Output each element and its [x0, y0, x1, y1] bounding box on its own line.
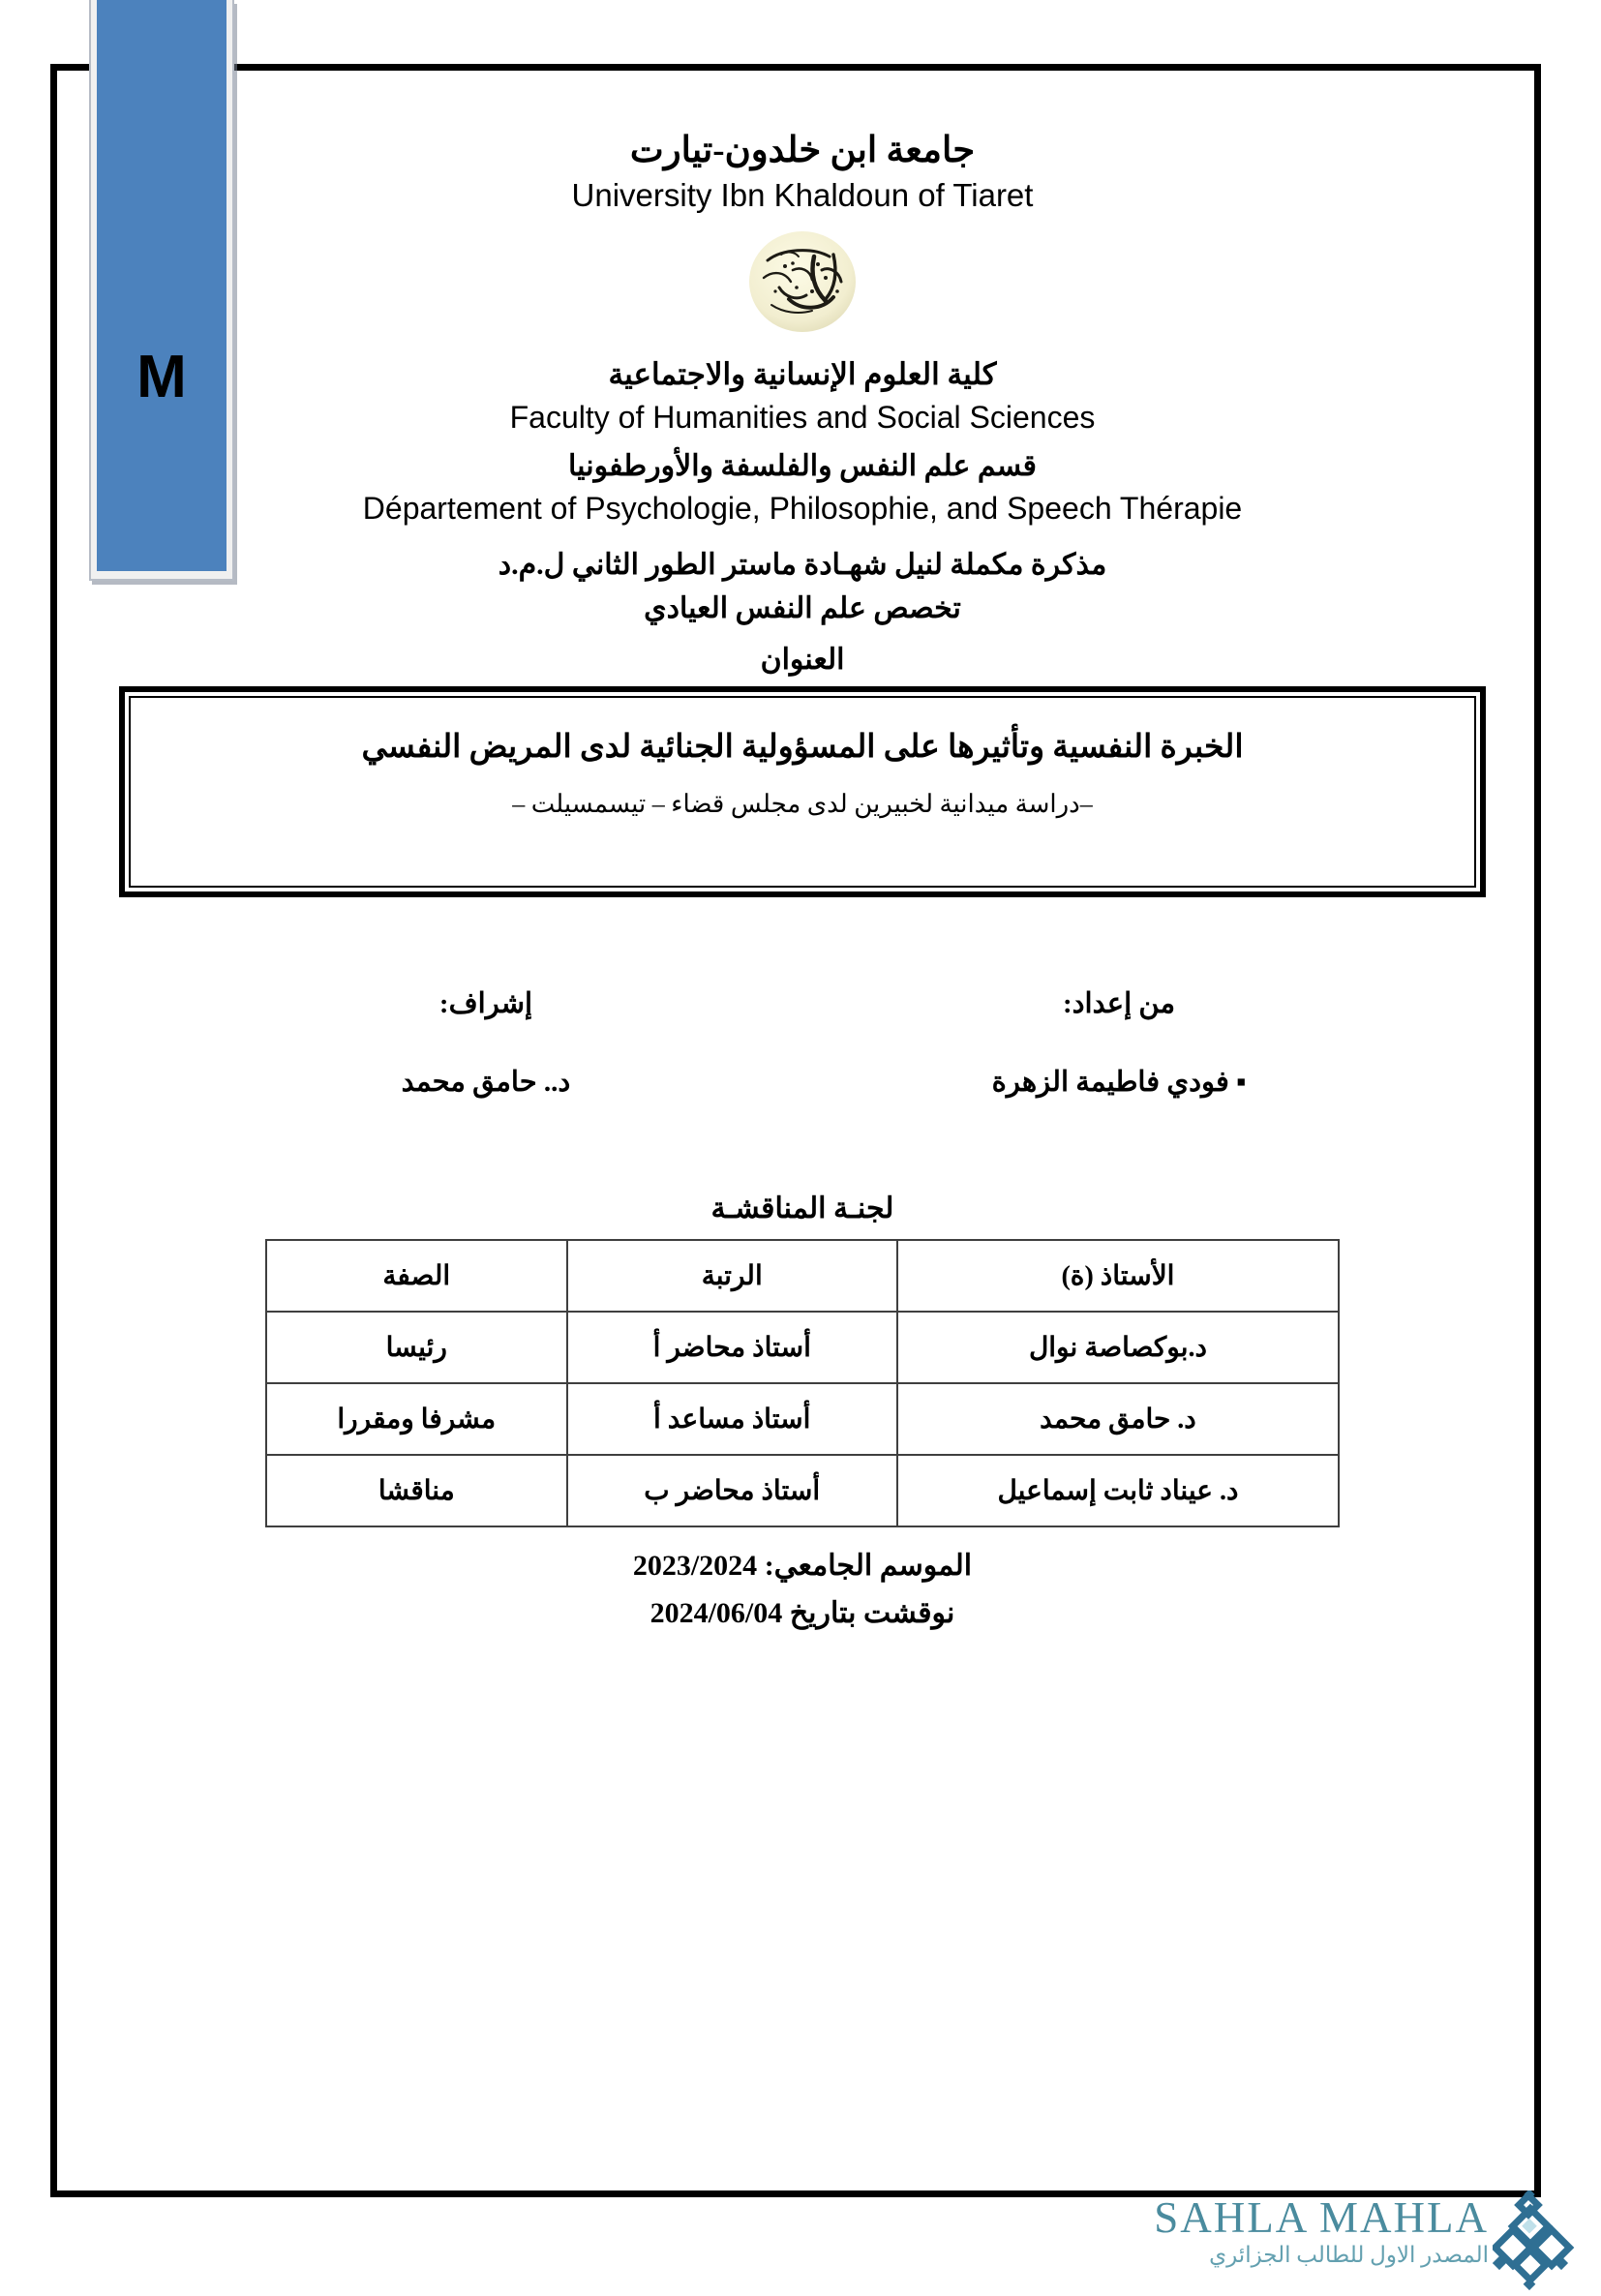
m-badge-letter: M — [136, 344, 187, 410]
university-seal-container — [102, 227, 1503, 336]
jury-cell-professor: د. حامق محمد — [897, 1383, 1339, 1455]
jury-table — [265, 1239, 1340, 1527]
jury-cell-role: مناقشا — [266, 1455, 567, 1526]
jury-column-professor: الأستاذ (ة) — [897, 1240, 1339, 1312]
supervised-by-label: إشراف: — [438, 988, 533, 1019]
sahla-mahla-watermark — [1154, 2190, 1582, 2266]
faculty-name-arabic: كلية العلوم الإنسانية والاجتماعية — [608, 357, 997, 391]
jury-cell-rank: أستاذ مساعد أ — [567, 1383, 897, 1455]
berber-diamond-logo-icon — [1493, 2190, 1582, 2291]
watermark-brand-name: SAHLA MAHLA — [1154, 2193, 1489, 2242]
watermark-tagline: المصدر الاول للطالب الجزائري — [1209, 2243, 1489, 2267]
jury-cell-professor: د. عيناد ثابت إسماعيل — [897, 1455, 1339, 1526]
faculty-name-english: Faculty of Humanities and Social Sciences — [509, 400, 1096, 435]
jury-cell-role: رئيسا — [266, 1312, 567, 1383]
memoire-statement: مذكرة مكملة لنيل شهـادة ماستر الطور الثاني ل.م.د — [498, 549, 1107, 581]
page-border-frame — [50, 64, 1541, 2197]
specialty-statement: تخصص علم النفس العيادي — [644, 592, 961, 624]
prepared-by-name: ▪ فودي فاطيمة الزهرة — [991, 1067, 1247, 1098]
jury-column-rank: الرتبة — [567, 1240, 897, 1312]
table-row — [266, 1312, 1339, 1383]
thesis-title-box — [119, 686, 1486, 897]
m-badge-inner — [97, 0, 227, 571]
university-seal-icon — [729, 227, 876, 336]
thesis-title-box-inner — [129, 696, 1476, 888]
prepared-by-column — [802, 986, 1435, 1099]
authors-section — [169, 986, 1435, 1099]
university-name-arabic: جامعة ابن خلدون-تيارت — [629, 131, 976, 170]
jury-section-title: لجنـة المناقشـة — [710, 1193, 894, 1224]
supervised-by-column — [169, 986, 802, 1099]
jury-table-header-row — [266, 1240, 1339, 1312]
university-name-english: University Ibn Khaldoun of Tiaret — [571, 177, 1034, 213]
cover-page-content — [57, 71, 1548, 2204]
department-name-arabic: قسم علم النفس والفلسفة والأورطفونيا — [568, 450, 1037, 482]
jury-cell-rank: أستاذ محاضر ب — [567, 1455, 897, 1526]
jury-cell-rank: أستاذ محاضر أ — [567, 1312, 897, 1383]
m-badge — [89, 0, 234, 581]
thesis-title: الخبرة النفسية وتأثيرها على المسؤولية الجنائية لدى المريض النفسي — [361, 730, 1244, 765]
title-label: العنوان — [760, 644, 845, 676]
supervised-by-name: د.. حامق محمد — [401, 1067, 571, 1098]
thesis-subtitle: –دراسة ميدانية لخبيرين لدى مجلس قضاء – تيسمسيلت – — [512, 789, 1093, 818]
prepared-by-label: من إعداد: — [1062, 988, 1176, 1019]
jury-cell-role: مشرفا ومقررا — [266, 1383, 567, 1455]
defense-date: نوقشت بتاريخ 2024/06/04 — [649, 1597, 955, 1629]
jury-column-role: الصفة — [266, 1240, 567, 1312]
academic-year: الموسم الجامعي: 2023/2024 — [632, 1550, 973, 1582]
department-name-english: Département of Psychologie, Philosophie, and Speech Thérapie — [362, 491, 1243, 526]
dates-section — [102, 1549, 1503, 1630]
jury-cell-professor: د.بوكصاصة نوال — [897, 1312, 1339, 1383]
watermark-text-group — [1154, 2193, 1489, 2267]
table-row — [266, 1455, 1339, 1526]
table-row — [266, 1383, 1339, 1455]
